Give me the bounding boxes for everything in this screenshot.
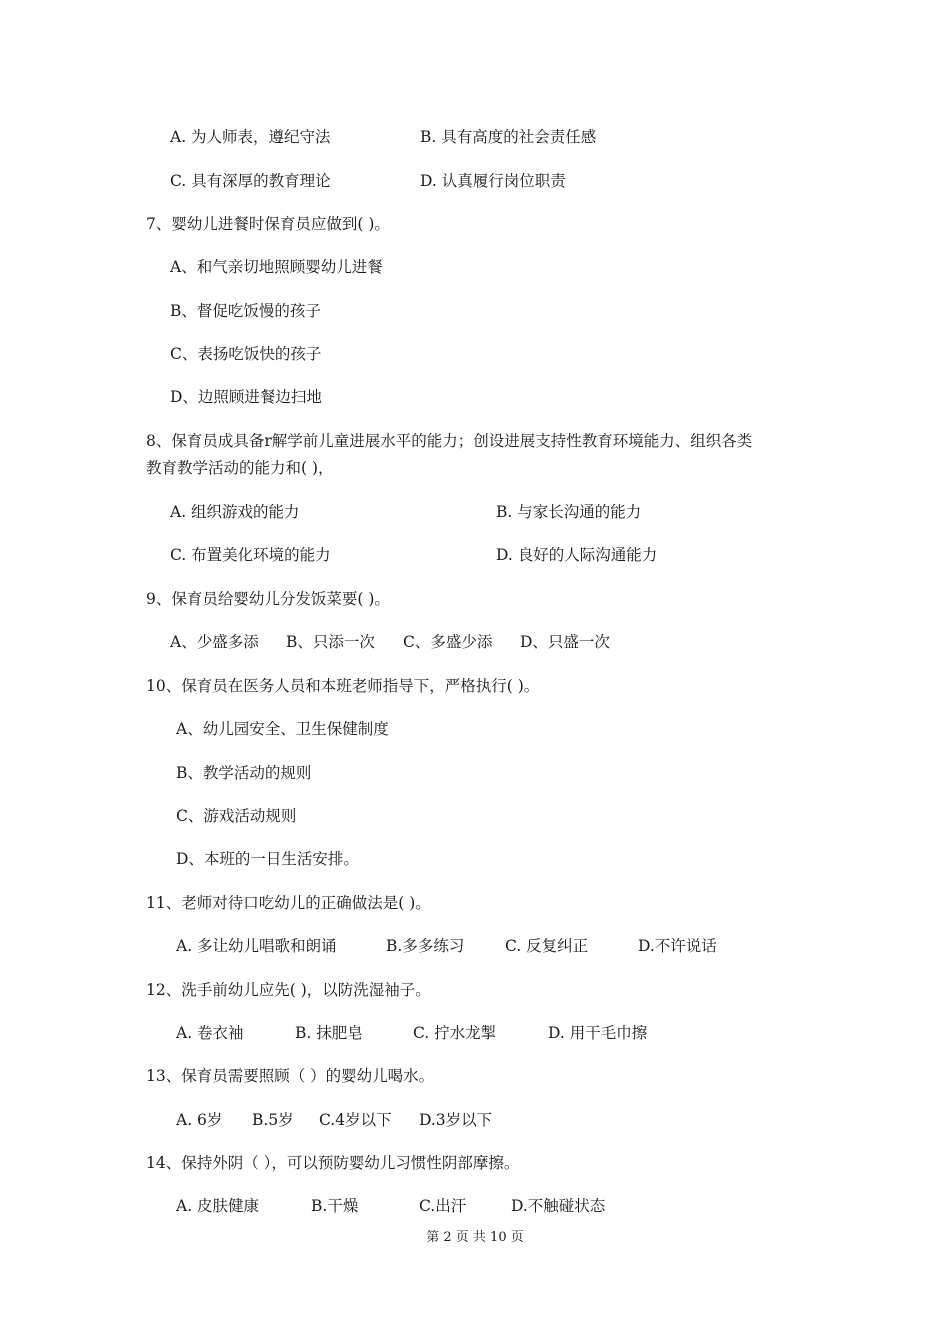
- q9-option-d: D、只盛一次: [520, 633, 610, 651]
- q13-option-c: C.4岁以下: [319, 1111, 392, 1129]
- q8-option-d: D. 良好的人际沟通能力: [496, 546, 658, 564]
- q11-option-a: A. 多让幼儿唱歌和朗诵: [176, 937, 337, 955]
- q10-stem: 10、保育员在医务人员和本班老师指导下，严格执行( )。: [146, 677, 540, 695]
- q13-option-b: B.5岁: [252, 1111, 294, 1129]
- q6-option-b: B. 具有高度的社会责任感: [420, 128, 597, 146]
- q10-option-a: A、幼儿园安全、卫生保健制度: [176, 720, 389, 738]
- q12-option-a: A. 卷衣袖: [176, 1024, 244, 1042]
- q13-option-a: A. 6岁: [176, 1111, 223, 1129]
- q7-stem: 7、婴幼儿进餐时保育员应做到( )。: [146, 215, 390, 233]
- page-footer: 第 2 页 共 10 页: [426, 1230, 524, 1245]
- q14-option-a: A. 皮肤健康: [176, 1197, 260, 1215]
- q7-option-b: B、督促吃饭慢的孩子: [170, 302, 321, 320]
- q12-option-b: B. 抹肥皂: [295, 1024, 363, 1042]
- q9-option-b: B、只添一次: [286, 633, 375, 651]
- q9-stem: 9、保育员给婴幼儿分发饭菜要( )。: [146, 590, 390, 608]
- q7-option-a: A、和气亲切地照顾婴幼儿进餐: [170, 258, 383, 276]
- q7-option-d: D、边照顾进餐边扫地: [170, 388, 322, 406]
- q10-option-d: D、本班的一日生活安排。: [176, 850, 359, 868]
- q12-option-d: D. 用干毛巾擦: [548, 1024, 648, 1042]
- q6-option-c: C. 具有深厚的教育理论: [170, 172, 331, 190]
- q13-option-d: D.3岁以下: [419, 1111, 493, 1129]
- q9-option-a: A、少盛多添: [170, 633, 259, 651]
- q10-option-c: C、游戏活动规则: [176, 807, 297, 825]
- q8-option-a: A. 组织游戏的能力: [170, 503, 300, 521]
- q10-option-b: B、教学活动的规则: [176, 764, 312, 782]
- q11-option-d: D.不许说话: [638, 937, 717, 955]
- q11-stem: 11、老师对待口吃幼儿的正确做法是( )。: [146, 894, 431, 912]
- q8-stem-line2: 教育教学活动的能力和( )，: [146, 459, 334, 477]
- q8-stem-line1: 8、保育员成具备r解学前儿童进展水平的能力；创设进展支持性教育环境能力、组织各类: [146, 432, 753, 450]
- q6-option-a: A. 为人师表，遵纪守法: [170, 128, 331, 146]
- q14-option-d: D.不触碰状态: [511, 1197, 606, 1215]
- q9-option-c: C、多盛少添: [403, 633, 493, 651]
- q12-stem: 12、洗手前幼儿应先( )，以防洗湿袖子。: [146, 981, 431, 999]
- q13-stem: 13、保育员需要照顾（ ）的婴幼儿喝水。: [146, 1067, 435, 1085]
- q12-option-c: C. 拧水龙掣: [413, 1024, 497, 1042]
- q11-option-c: C. 反复纠正: [505, 937, 589, 955]
- q11-option-b: B.多多练习: [386, 937, 465, 955]
- q14-stem: 14、保持外阴（ ），可以预防婴幼儿习惯性阴部摩擦。: [146, 1154, 520, 1172]
- q7-option-c: C、表扬吃饭快的孩子: [170, 345, 322, 363]
- q8-option-c: C. 布置美化环境的能力: [170, 546, 331, 564]
- q14-option-b: B.干燥: [311, 1197, 359, 1215]
- q6-option-d: D. 认真履行岗位职责: [420, 172, 566, 190]
- q14-option-c: C.出汗: [419, 1197, 467, 1215]
- q8-option-b: B. 与家长沟通的能力: [496, 503, 642, 521]
